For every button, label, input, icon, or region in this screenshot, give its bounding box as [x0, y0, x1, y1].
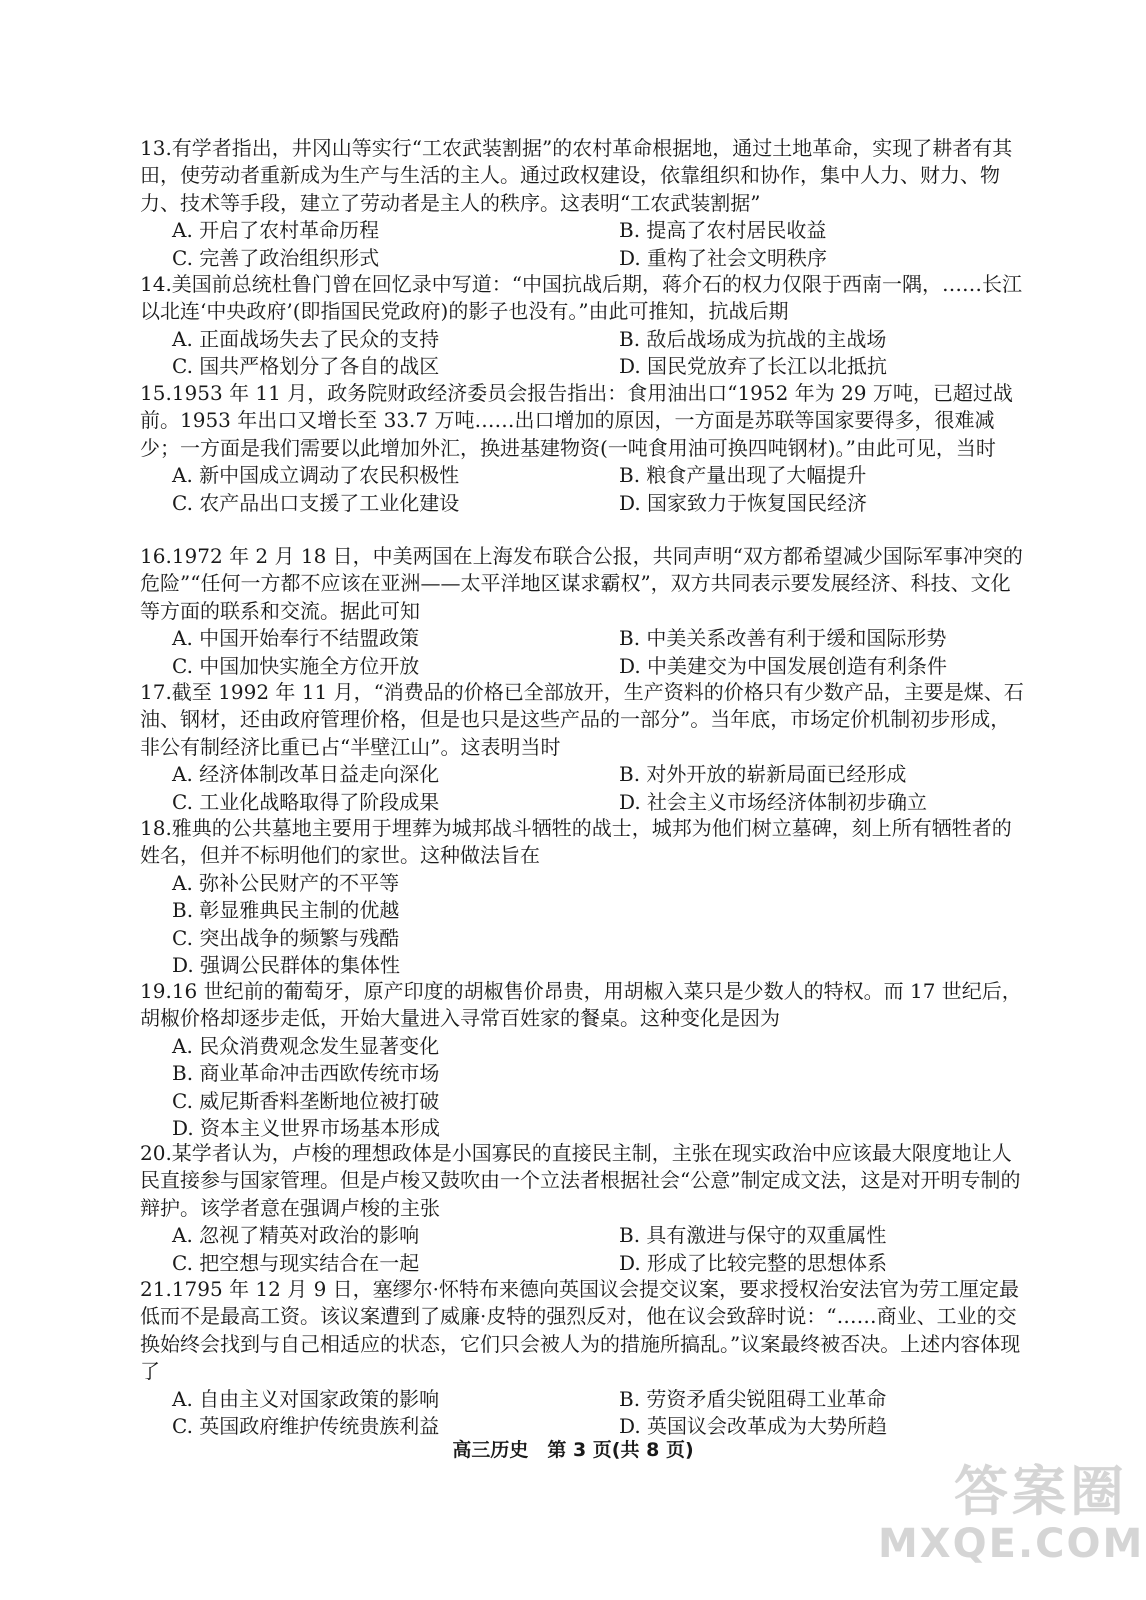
question-stem: 16.1972 年 2 月 18 日，中美两国在上海发布联合公报，共同声明“双方都希望减少国际军事冲突的危险”“任何一方都不应该在亚洲——太平洋地区谋求霸权”，双方共同表示要发展经济、科技、文化等方面的联系和交流。据此可知 [140, 544, 1023, 623]
question-17 [140, 679, 1025, 816]
option-c: C. 工业化战略取得了阶段成果 [172, 789, 440, 814]
option-c: C. 把空想与现实结合在一起 [172, 1250, 420, 1275]
question-16 [140, 543, 1025, 680]
options [140, 870, 1025, 980]
option-a: A. 开启了农村革命历程 [172, 218, 380, 243]
option-b: B. 彰显雅典民主制的优越 [172, 898, 400, 923]
option-b: B. 中美关系改善有利于缓和国际形势 [619, 626, 947, 651]
question-20 [140, 1140, 1025, 1277]
option-c: C. 威尼斯香料垄断地位被打破 [172, 1088, 440, 1113]
options [140, 761, 1025, 816]
option-d: D. 英国议会改革成为大势所趋 [619, 1414, 888, 1439]
question-stem: 21.1795 年 12 月 9 日，塞缪尔·怀特布来德向英国议会提交议案，要求授权治安法官为劳工厘定最低而不是最高工资。该议案遭到了威廉·皮特的强烈反对，他在议会致辞时说：“……商业、工业的交换始终会找到与自己相适应的状态，它们只会被人为的措施所搞乱。”议案最终被否决。上述内容体现了 [140, 1277, 1021, 1384]
option-b: B. 对外开放的崭新局面已经形成 [619, 762, 907, 787]
options [140, 217, 1025, 272]
option-c: C. 农产品出口支援了工业化建设 [172, 490, 460, 515]
options [140, 462, 1025, 517]
watermark-logo [878, 1460, 1145, 1582]
option-a: A. 新中国成立调动了农民积极性 [172, 463, 460, 488]
option-d: D. 强调公民群体的集体性 [172, 953, 401, 978]
options [140, 1033, 1025, 1143]
question-14 [140, 271, 1025, 381]
question-stem: 13.有学者指出，井冈山等实行“工农武装割据”的农村革命根据地，通过土地革命，实现了耕者有其田，使劳动者重新成为生产与生活的主人。通过政权建设，依靠组织和协作，集中人力、财力、物力、技术等手段，建立了劳动者是主人的秩序。这表明“工农武装割据” [140, 136, 1013, 215]
option-a: A. 正面战场失去了民众的支持 [172, 326, 440, 351]
option-c: C. 完善了政治组织形式 [172, 245, 380, 270]
options [140, 1386, 1025, 1441]
option-b: B. 敌后战场成为抗战的主战场 [619, 326, 887, 351]
option-b: B. 粮食产量出现了大幅提升 [619, 463, 867, 488]
question-19 [140, 978, 1025, 1142]
option-a: A. 中国开始奉行不结盟政策 [172, 626, 420, 651]
question-stem: 17.截至 1992 年 11 月，“消费品的价格已全部放开，生产资料的价格只有少数产品，主要是煤、石油、钢材，还由政府管理价格，但是也只是这些产品的一部分”。当年底，市场定价机制初步形成，非公有制经济比重已占“半壁江山”。这表明当时 [140, 680, 1024, 759]
question-18 [140, 815, 1025, 979]
options [140, 1222, 1025, 1277]
option-a: A. 自由主义对国家政策的影响 [172, 1386, 440, 1411]
option-d: D. 国民党放弃了长江以北抵抗 [619, 354, 888, 379]
option-b: B. 商业革命冲击西欧传统市场 [172, 1061, 440, 1086]
option-c: C. 突出战争的频繁与残酷 [172, 925, 400, 950]
option-c: C. 国共严格划分了各自的战区 [172, 354, 440, 379]
question-stem: 14.美国前总统杜鲁门曾在回忆录中写道：“中国抗战后期，蒋介石的权力仅限于西南一隅，……长江以北连‘中央政府’(即指国民党政府)的影子也没有。”由此可推知，抗战后期 [140, 272, 1023, 324]
option-d: D. 国家致力于恢复国民经济 [619, 490, 868, 515]
option-a: A. 忽视了精英对政治的影响 [172, 1223, 420, 1248]
option-d: D. 中美建交为中国发展创造有利条件 [619, 653, 948, 678]
option-a: A. 民众消费观念发生显著变化 [172, 1033, 440, 1058]
page-footer: 高三历史 第 3 页(共 8 页) [452, 1439, 694, 1461]
option-b: B. 提高了农村居民收益 [619, 218, 827, 243]
options [140, 326, 1025, 381]
option-d: D. 形成了比较完整的思想体系 [619, 1250, 888, 1275]
question-stem: 18.雅典的公共墓地主要用于埋葬为城邦战斗牺牲的战士，城邦为他们树立墓碑，刻上所有牺牲者的姓名，但并不标明他们的家世。这种做法旨在 [140, 816, 1012, 868]
question-stem: 19.16 世纪前的葡萄牙，原产印度的胡椒售价昂贵，用胡椒入菜只是少数人的特权。而 17 世纪后，胡椒价格却逐步走低，开始大量进入寻常百姓家的餐桌。这种变化是因为 [140, 979, 1022, 1031]
option-a: A. 经济体制改革日益走向深化 [172, 762, 440, 787]
option-d: D. 资本主义世界市场基本形成 [172, 1116, 441, 1141]
option-d: D. 重构了社会文明秩序 [619, 245, 828, 270]
option-a: A. 弥补公民财产的不平等 [172, 870, 400, 895]
options [140, 625, 1025, 680]
option-b: B. 具有激进与保守的双重属性 [619, 1223, 887, 1248]
question-13 [140, 135, 1025, 272]
option-d: D. 社会主义市场经济体制初步确立 [619, 789, 928, 814]
question-15 [140, 380, 1025, 517]
watermark-bottom: MXQE.COM [878, 1521, 1145, 1567]
watermark-top: 答案圈 [954, 1460, 1128, 1523]
option-c: C. 中国加快实施全方位开放 [172, 653, 420, 678]
option-c: C. 英国政府维护传统贵族利益 [172, 1414, 440, 1439]
question-stem: 20.某学者认为，卢梭的理想政体是小国寡民的直接民主制，主张在现实政治中应该最大限度地让人民直接参与国家管理。但是卢梭又鼓吹由一个立法者根据社会“公意”制定成文法，这是对开明专制的辩护。该学者意在强调卢梭的主张 [140, 1141, 1021, 1220]
question-21 [140, 1276, 1025, 1440]
option-b: B. 劳资矛盾尖锐阻碍工业革命 [619, 1386, 887, 1411]
question-stem: 15.1953 年 11 月，政务院财政经济委员会报告指出：食用油出口“1952 年为 29 万吨，已超过战前。1953 年出口又增长至 33.7 万吨……出口增加的原因，一方面是苏联等国家要得多，很难减少；一方面是我们需要以此增加外汇，换进基建物资(一吨食用油可换四吨钢材)。”由此可见，当时 [140, 381, 1013, 460]
